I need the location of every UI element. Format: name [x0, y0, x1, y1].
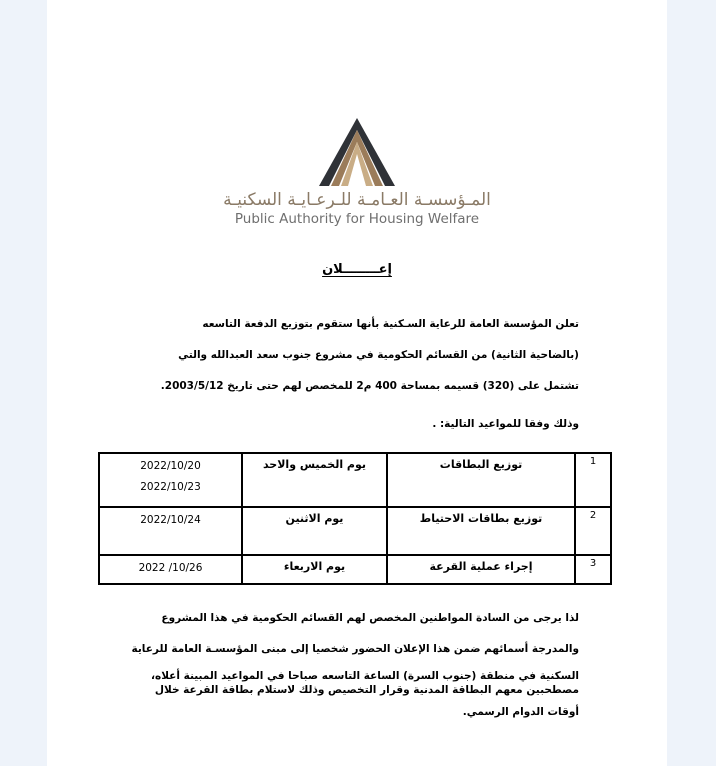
date-cell — [99, 453, 242, 507]
closing-line: لذا يرجى من السادة المواطنين المخصص لهم القسائم الحكومية في هذا المشروع — [161, 612, 579, 624]
schedule-row — [99, 453, 611, 507]
document-page — [47, 0, 667, 766]
intro-line: تشتمل على (320) قسيمه بمساحة 400 م2 للمخصص لهم حتى تاريخ 2003/5/12. — [160, 380, 579, 392]
day-cell: يوم الاربعاء — [242, 555, 387, 584]
row-number: 3 — [575, 555, 611, 584]
date-value: 2022/10/23 — [140, 481, 201, 493]
authority-logo-icon — [317, 116, 397, 188]
activity-cell: توزيع البطاقات — [387, 453, 575, 507]
schedule-table — [98, 452, 612, 585]
row-number: 2 — [575, 507, 611, 555]
date-value: 2022 /10/26 — [138, 562, 203, 574]
notice-title: إعــــــــلان — [322, 262, 392, 277]
activity-cell: توزيع بطاقات الاحتياط — [387, 507, 575, 555]
date-value: 2022/10/20 — [140, 460, 201, 472]
day-cell: يوم الخميس والاحد — [242, 453, 387, 507]
schedule-row — [99, 555, 611, 584]
closing-line: السكنية في منطقة (جنوب السرة) الساعة التاسعه صباحا في المواعيد المبينة أعلاه، — [151, 670, 579, 682]
closing-line: أوقات الدوام الرسمي. — [462, 706, 579, 718]
date-cell — [99, 507, 242, 555]
intro-line: وذلك وفقا للمواعيد التالية: . — [432, 418, 579, 430]
day-cell: يوم الاثنين — [242, 507, 387, 555]
schedule-row — [99, 507, 611, 555]
intro-line: تعلن المؤسسة العامة للرعاية السـكنية بأنها ستقوم بتوزيع الدفعة التاسعه — [202, 318, 579, 330]
date-cell — [99, 555, 242, 584]
activity-cell: إجراء عملية القرعة — [387, 555, 575, 584]
closing-line: مصطحبين معهم البطاقة المدنية وقرار التخصيص وذلك لاستلام بطاقة القرعة خلال — [154, 684, 579, 696]
intro-line: (بالضاحية الثانية) من القسائم الحكومية في مشروع جنوب سعد العبدالله والتي — [178, 349, 579, 361]
organization-name-english: Public Authority for Housing Welfare — [234, 211, 480, 227]
closing-line: والمدرجة أسمائهم ضمن هذا الإعلان الحضور شخصيا إلى مبنى المؤسسـة العامة للرعاية — [131, 643, 579, 655]
date-value: 2022/10/24 — [140, 514, 201, 526]
row-number: 1 — [575, 453, 611, 507]
organization-name-arabic: المـؤسسـة العـامـة للـرعـايـة السكنيـة — [223, 190, 491, 210]
